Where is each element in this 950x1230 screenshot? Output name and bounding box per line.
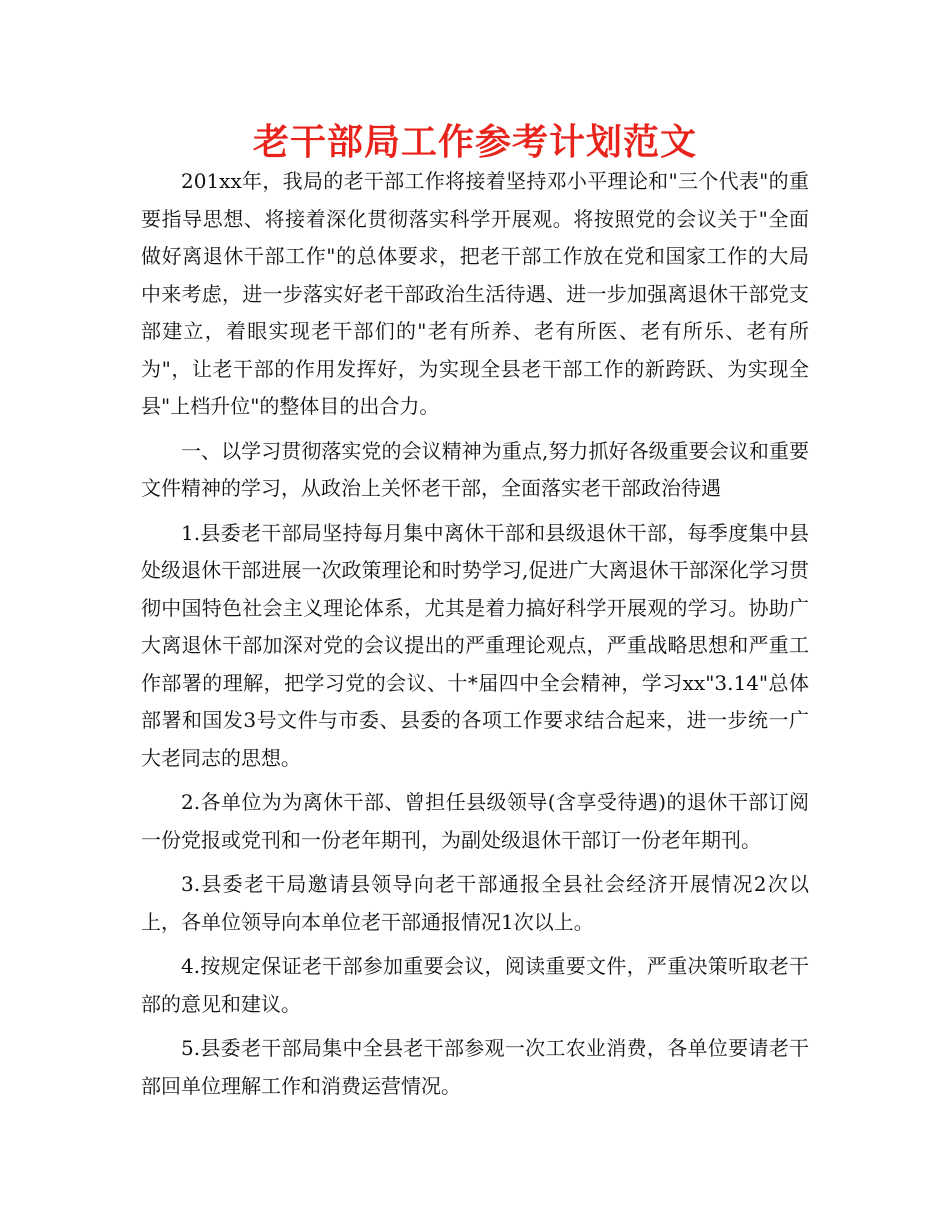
paragraph-intro: 201xx年，我局的老干部工作将接着坚持邓小平理论和"三个代表"的重要指导思想、将接着深化贯彻落实科学开展观。将按照党的会议关于"全面做好离退休干部工作"的总体要求，把老干部工作放在党和国家工作的大局中来考虑，进一步落实好老干部政治生活待遇、进一步加强离退休干部党支部建立，着眼实现老干部们的"老有所养、老有所医、老有所乐、老有所为"，让老干部的作用发挥好，为实现全县老干部工作的新跨跃、为实现全县"上档升位"的整体目的出合力。: [141, 169, 809, 418]
paragraph-item-1: 1.县委老干部局坚持每月集中离休干部和县级退休干部，每季度集中县处级退休干部进展一次政策理论和时势学习,促进广大离退休干部深化学习贯彻中国特色社会主义理论体系，尤其是着力搞好科学开展观的学习。协助广大离退休干部加深对党的会议提出的严重理论观点，严重战略思想和严重工作部署的理解，把学习党的会议、十*届四中全会精神，学习xx"3.14"总体部署和国发3号文件与市委、县委的各项工作要求结合起来，进一步统一广大老同志的思想。: [141, 520, 809, 770]
document-title: 老干部局工作参考计划范文: [252, 121, 697, 163]
document-body: [141, 163, 809, 1112]
paragraph-section-heading: 一、以学习贯彻落实党的会议精神为重点,努力抓好各级重要会议和重要文件精神的学习，从政治上关怀老干部，全面落实老干部政治待遇: [141, 438, 809, 500]
paragraph-item-4: 4.按规定保证老干部参加重要会议，阅读重要文件，严重决策听取老干部的意见和建议。: [141, 954, 809, 1016]
paragraph-item-5: 5.县委老干部局集中全县老干部参观一次工农业消费，各单位要请老干部回单位理解工作和消费运营情况。: [141, 1036, 809, 1098]
paragraph-item-2: 2.各单位为为离休干部、曾担任县级领导(含享受待遇)的退休干部订阅一份党报或党刊和一份老年期刊，为副处级退休干部订一份老年期刊。: [141, 790, 809, 852]
paragraph-item-3: 3.县委老干局邀请县领导向老干部通报全县社会经济开展情况2次以上，各单位领导向本单位老干部通报情况1次以上。: [141, 872, 809, 934]
